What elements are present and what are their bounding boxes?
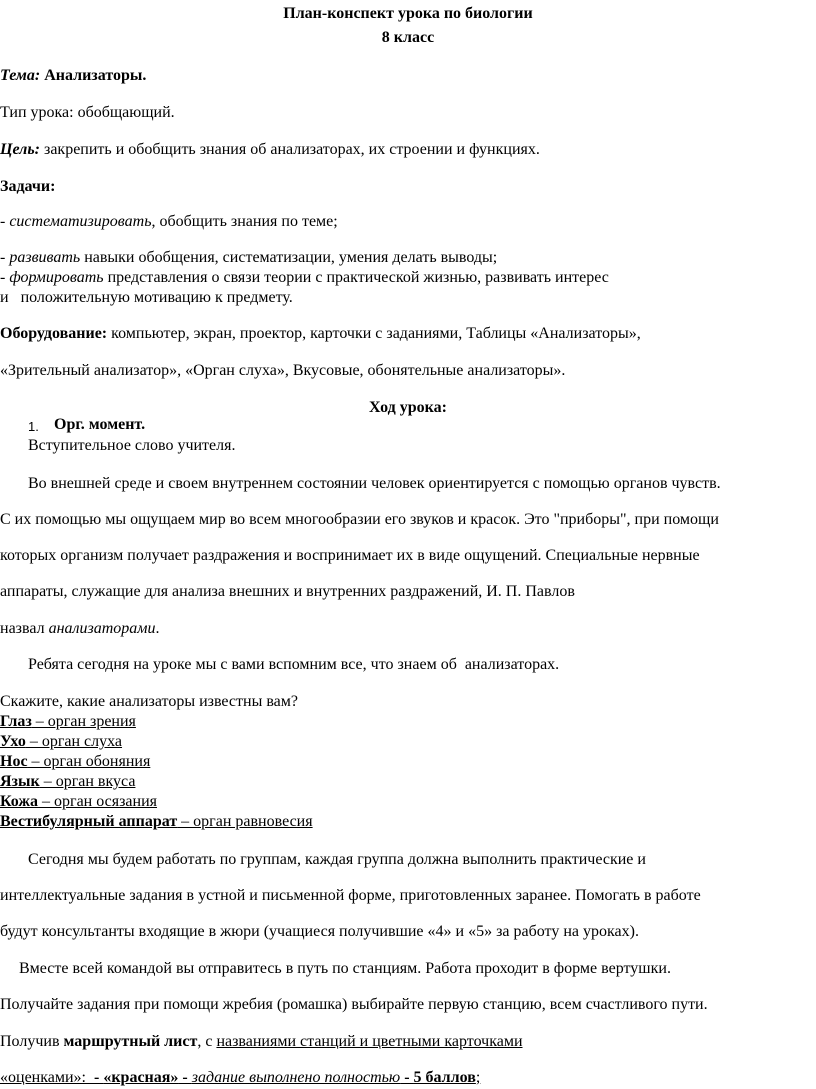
- grades-dash: -: [86, 1069, 104, 1086]
- section-1-header: [0, 415, 816, 437]
- task-verb: систематизировать: [9, 213, 152, 230]
- section-subtitle: Вступительное слово учителя.: [28, 437, 236, 454]
- intro-line: аппараты, служащие для анализа внешних и внутренних раздражений, И. П. Павлов: [0, 583, 575, 600]
- analyzer-item: [0, 792, 157, 812]
- analyzer-organ: Язык: [0, 773, 40, 790]
- analyzer-desc: – орган обоняния: [27, 753, 151, 770]
- groups-line: интеллектуальные задания в устной и письменной форме, приготовленных заранее. Помогать в работе: [0, 887, 701, 904]
- intro-last-line: [0, 619, 159, 639]
- analyzer-item: [0, 752, 150, 772]
- task-verb: развивать: [9, 249, 81, 266]
- task-text: навыки обобщения, систематизации, умения делать выводы;: [80, 249, 498, 266]
- analyzer-item: [0, 812, 313, 832]
- analyzer-organ: Кожа: [0, 793, 39, 810]
- equipment-line-2: «Зрительный анализатор», «Орган слуха», Вкусовые, обонятельные анализаторы».: [0, 362, 566, 379]
- task-dash: -: [0, 213, 10, 230]
- task-dash: -: [0, 269, 10, 286]
- route-term: маршрутный лист: [63, 1033, 198, 1050]
- grades-dash: -: [400, 1069, 414, 1086]
- grade-color: «красная»: [103, 1069, 179, 1086]
- document-title: План-конспект урока по биологии: [283, 5, 533, 22]
- tasks-heading: Задачи:: [0, 178, 56, 195]
- route-line: [0, 1032, 523, 1052]
- equipment-line: [0, 324, 641, 344]
- topic-label: Тема:: [0, 67, 41, 84]
- analyzer-desc: – орган слуха: [25, 733, 123, 750]
- goal-line: [0, 140, 540, 160]
- topic-value: Анализаторы.: [44, 67, 147, 84]
- recall-line: Ребята сегодня на уроке мы с вами вспомним все, что знаем об анализаторах.: [28, 656, 560, 673]
- topic-line: [0, 66, 146, 86]
- question-line: Скажите, какие анализаторы известны вам?: [0, 693, 298, 710]
- equipment-text: компьютер, экран, проектор, карточки с заданиями, Таблицы «Анализаторы»,: [107, 325, 641, 342]
- analyzer-desc: – орган зрения: [31, 713, 136, 730]
- intro-line: которых организм получает раздражения и воспринимает их в виде ощущений. Специальные нервные: [0, 547, 700, 564]
- analyzer-item: [0, 712, 136, 732]
- grade-title: 8 класс: [381, 29, 435, 46]
- intro-period: .: [155, 620, 160, 637]
- analyzer-desc: – орган осязания: [38, 793, 158, 810]
- grades-line: [0, 1068, 480, 1088]
- task-item: [0, 268, 609, 288]
- task-text: представления о связи теории с практической жизнью, развивать интерес: [103, 269, 609, 286]
- analyzer-organ: Вестибулярный аппарат: [0, 813, 178, 830]
- task-verb: формировать: [9, 269, 104, 286]
- task-text: , обобщить знания по теме;: [151, 213, 338, 230]
- stations-line: Получайте задания при помощи жребия (ромашка) выбирайте первую станцию, всем счастливого пути.: [0, 996, 708, 1013]
- grade-score: 5 баллов: [413, 1069, 476, 1086]
- course-heading: Ход урока:: [369, 399, 447, 416]
- task-continuation: и положительную мотивацию к предмету.: [0, 289, 293, 306]
- intro-line: С их помощью мы ощущаем мир во всем многообразии его звуков и красок. Это "приборы", при помощи: [0, 511, 719, 528]
- section-number: 1.: [28, 419, 39, 434]
- grades-text: «оценками»:: [0, 1069, 86, 1086]
- analyzer-desc: – орган вкуса: [39, 773, 136, 790]
- route-text: , с: [197, 1033, 217, 1050]
- groups-line: Сегодня мы будем работать по группам, каждая группа должна выполнить практические и: [28, 851, 646, 868]
- route-text: Получив: [0, 1033, 64, 1050]
- intro-text: назвал: [0, 620, 49, 637]
- task-item: [0, 248, 497, 268]
- groups-line: будут консультанты входящие в жюри (учащиеся получившие «4» и «5» за работу на уроках).: [0, 923, 639, 940]
- section-title: Орг. момент.: [54, 416, 146, 433]
- goal-label: Цель:: [0, 141, 40, 158]
- goal-text: закрепить и обобщить знания об анализаторах, их строении и функциях.: [44, 141, 540, 158]
- analyzer-organ: Нос: [0, 753, 28, 770]
- task-item: [0, 212, 338, 232]
- task-dash: -: [0, 249, 10, 266]
- grades-semicolon: ;: [475, 1069, 481, 1086]
- stations-line: Вместе всей командой вы отправитесь в путь по станциям. Работа проходит в форме вертушки.: [19, 960, 671, 977]
- analyzer-desc: – орган равновесия: [177, 813, 313, 830]
- grades-dash: -: [178, 1069, 192, 1086]
- analyzer-item: [0, 732, 122, 752]
- analyzer-organ: Ухо: [0, 733, 26, 750]
- analyzer-organ: Глаз: [0, 713, 32, 730]
- equipment-label: Оборудование:: [0, 325, 108, 342]
- route-underlined: названиями станций и цветными карточками: [216, 1033, 523, 1050]
- analyzer-item: [0, 772, 135, 792]
- lesson-type: Тип урока: обобщающий.: [0, 104, 175, 121]
- intro-line: Во внешней среде и своем внутреннем состоянии человек ориентируется с помощью органов чувств.: [28, 475, 721, 492]
- intro-term: анализаторами: [48, 620, 156, 637]
- grade-condition: задание выполнено полностью: [191, 1069, 401, 1086]
